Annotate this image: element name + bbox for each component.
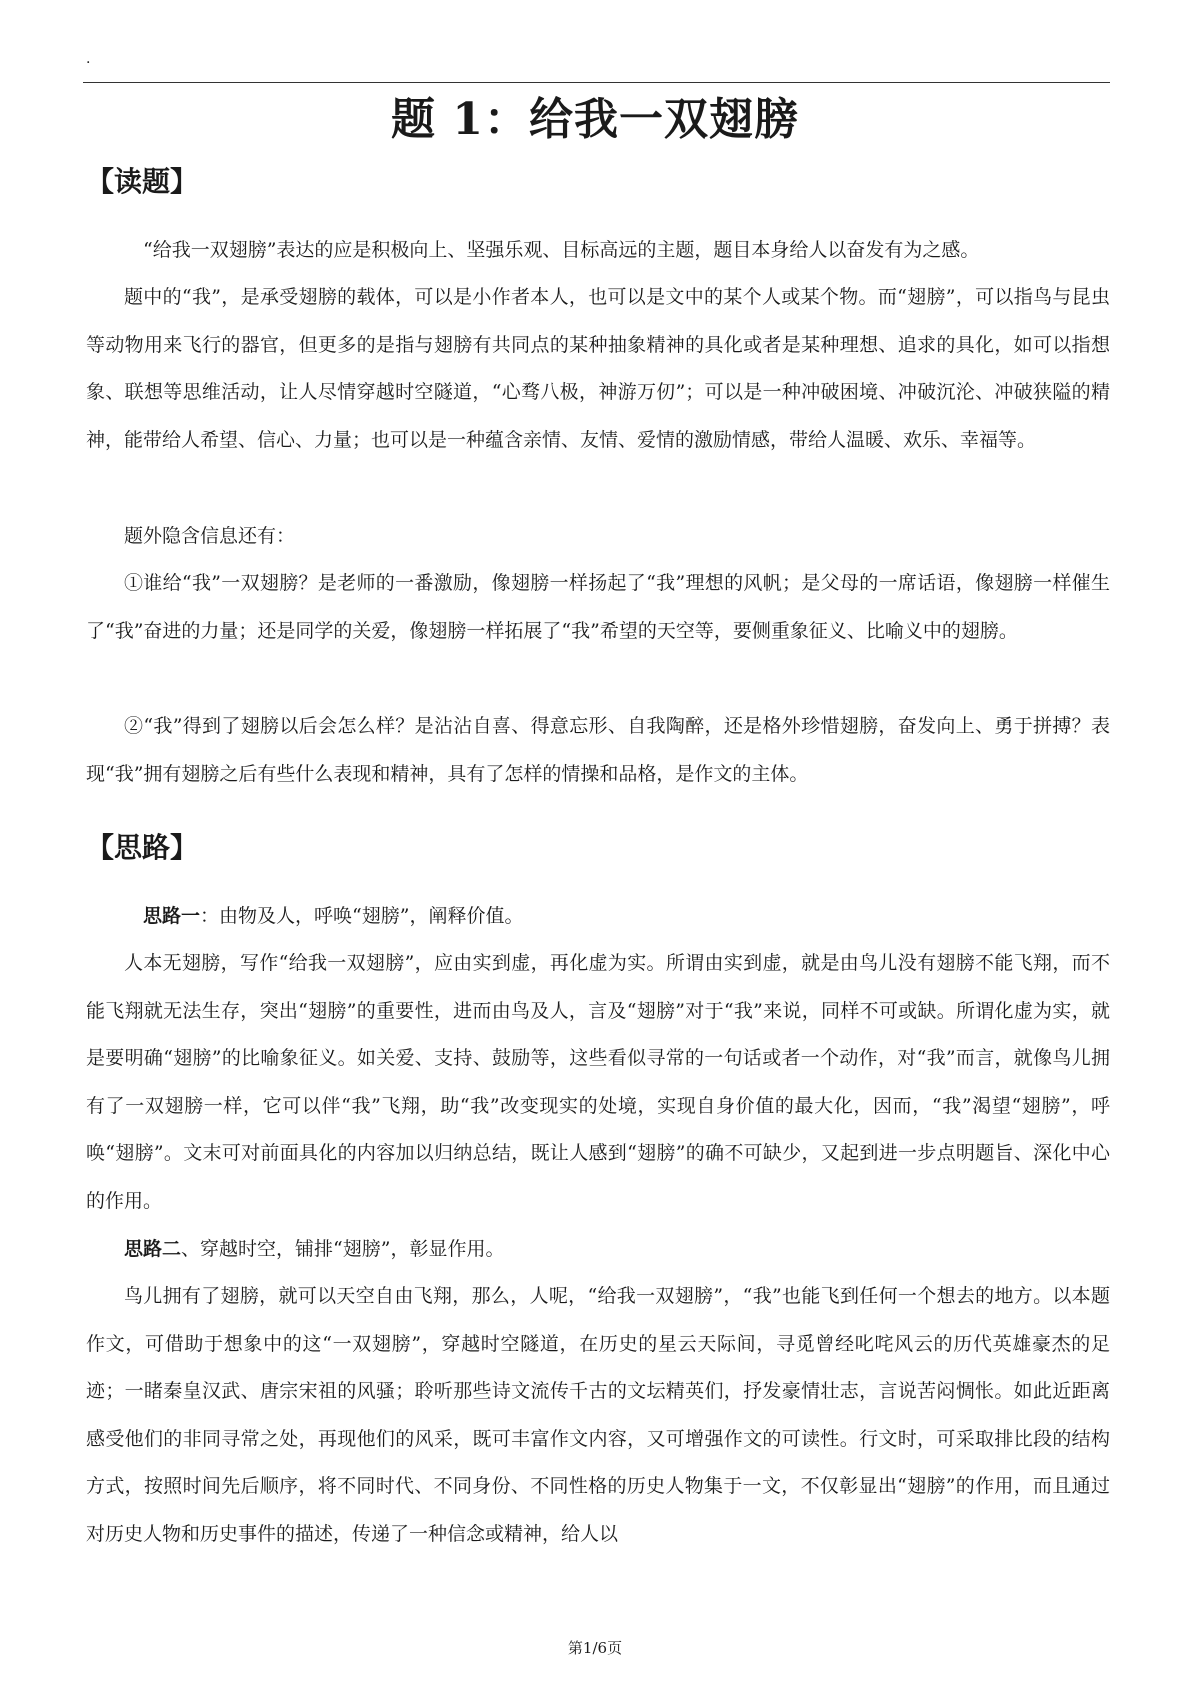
idea-1-heading <box>86 893 1110 941</box>
idea-1-label: 思路一 <box>143 905 201 927</box>
idea-2-body: 鸟儿拥有了翅膀，就可以天空自由飞翔，那么，人呢，“给我一双翅膀”，“我”也能飞到任何一个想去的地方。以本题作文，可借助于想象中的这“一双翅膀”，穿越时空隧道，在历史的星云天际间，寻觅曾经叱咤风云的历代英雄豪杰的足迹；一睹秦皇汉武、唐宗宋祖的风骚；聆听那些诗文流传千古的文坛精英们，抒发豪情壮志，言说苦闷惆怅。如此近距离感受他们的非同寻常之处，再现他们的风采，既可丰富作文内容，又可增强作文的可读性。行文时，可采取排比段的结构方式，按照时间先后顺序，将不同时代、不同身份、不同性格的历史人物集于一文，不仅彰显出“翅膀”的作用，而且通过对历史人物和历史事件的描述，传递了一种信念或精神，给人以 <box>86 1285 1110 1545</box>
header-mark: . <box>86 51 91 67</box>
header-rule <box>83 82 1110 83</box>
paragraph-read-4: ①谁给“我”一双翅膀？是老师的一番激励，像翅膀一样扬起了“我”理想的风帆；是父母的一席话语，像翅膀一样催生了“我”奋进的力量；还是同学的关爱，像翅膀一样拓展了“我”希望的天空等，要侧重象征义、比喻义中的翅膀。 <box>86 572 1110 642</box>
paragraph-read-3: 题外隐含信息还有： <box>124 525 296 547</box>
idea-1-body: 人本无翅膀，写作“给我一双翅膀”，应由实到虚，再化虚为实。所谓由实到虚，就是由鸟儿没有翅膀不能飞翔，而不能飞翔就无法生存，突出“翅膀”的重要性，进而由鸟及人，言及“翅膀”对于“我”来说，同样不可或缺。所谓化虚为实，就是要明确“翅膀”的比喻象征义。如关爱、支持、鼓励等，这些看似寻常的一句话或者一个动作，对“我”而言，就像鸟儿拥有了一双翅膀一样，它可以伴“我”飞翔，助“我”改变现实的处境，实现自身价值的最大化，因而，“我”渴望“翅膀”，呼唤“翅膀”。文末可对前面具化的内容加以归纳总结，既让人感到“翅膀”的确不可缺少，又起到进一步点明题旨、深化中心的作用。 <box>86 952 1110 1212</box>
page-title: 题 1：给我一双翅膀 <box>391 94 799 145</box>
section-heading-idea: 【思路】 <box>86 831 199 864</box>
paragraph-read-2: 题中的“我”，是承受翅膀的载体，可以是小作者本人，也可以是文中的某个人或某个物。而“翅膀”，可以指鸟与昆虫等动物用来飞行的器官，但更多的是指与翅膀有共同点的某种抽象精神的具化或者是某种理想、追求的具化，如可以指想象、联想等思维活动，让人尽情穿越时空隧道，“心骛八极，神游万仞”；可以是一种冲破困境、冲破沉沦、冲破狭隘的精神，能带给人希望、信心、力量；也可以是一种蕴含亲情、友情、爱情的激励情感，带给人温暖、欢乐、幸福等。 <box>86 286 1110 451</box>
idea-1-text: ：由物及人，呼唤“翅膀”，阐释价值。 <box>200 905 524 927</box>
idea-2-text: 、穿越时空，铺排“翅膀”，彰显作用。 <box>181 1238 505 1260</box>
page-number: 第1/6页 <box>567 1639 623 1657</box>
idea-2-heading <box>86 1226 1110 1274</box>
paragraph-read-5: ②“我”得到了翅膀以后会怎么样？是沾沾自喜、得意忘形、自我陶醉，还是格外珍惜翅膀，奋发向上、勇于拼搏？表现“我”拥有翅膀之后有些什么表现和精神，具有了怎样的情操和品格，是作文的主体。 <box>86 715 1110 785</box>
paragraph-read-1: “给我一双翅膀”表达的应是积极向上、坚强乐观、目标高远的主题，题目本身给人以奋发有为之感。 <box>143 239 980 261</box>
idea-2-label: 思路二 <box>124 1238 182 1260</box>
section-heading-read: 【读题】 <box>86 165 199 198</box>
